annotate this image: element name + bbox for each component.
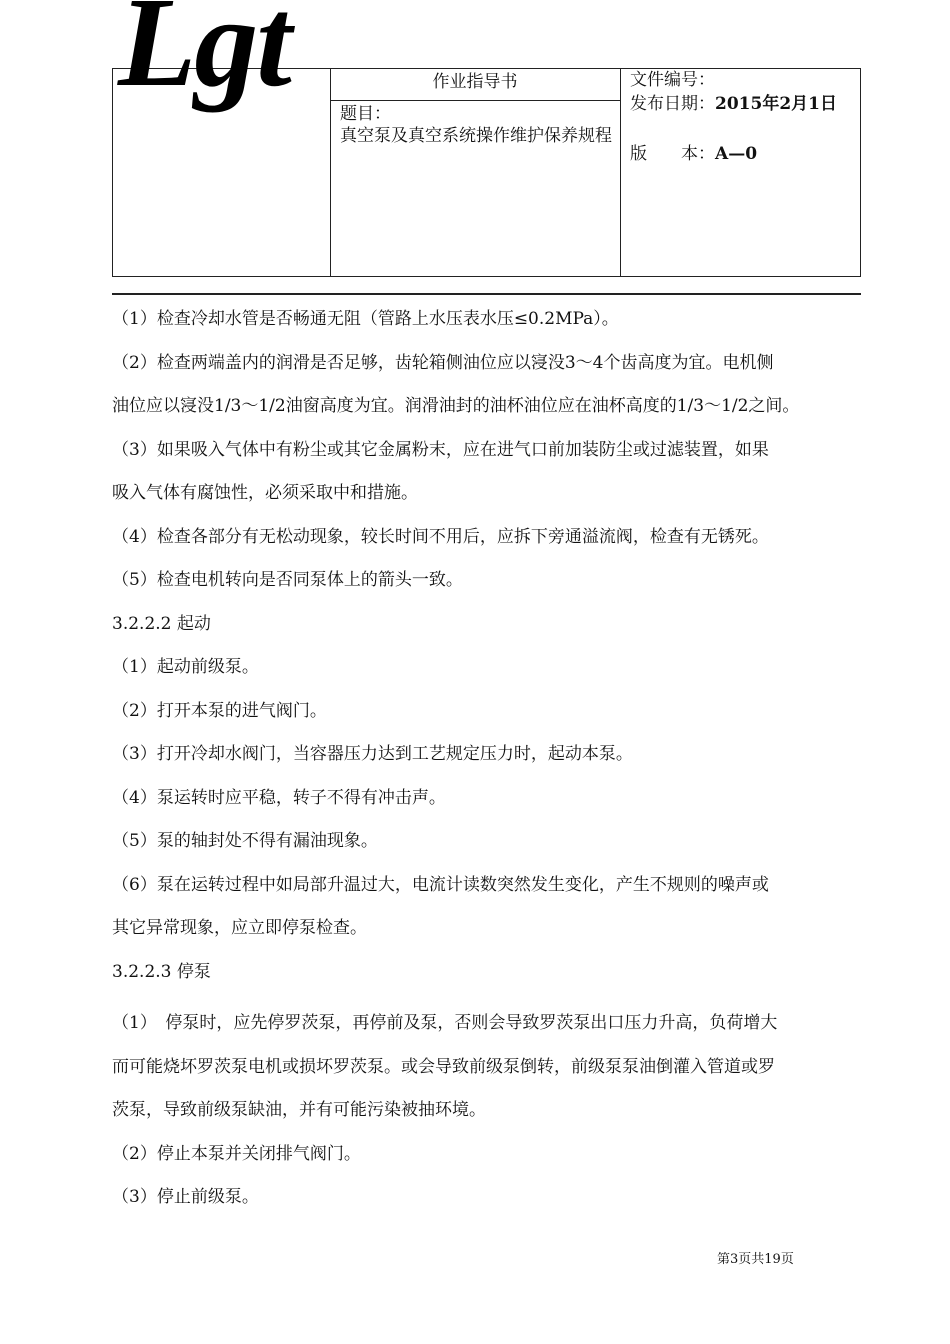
company-logo: Lgt <box>118 0 290 113</box>
body-line: 茨泵，导致前级泵缺油，并有可能污染被抽环境。 <box>112 1100 486 1120</box>
body-line: （2）停止本泵并关闭排气阀门。 <box>112 1143 361 1164</box>
section-heading: 3.2.2.3 停泵 <box>112 961 211 982</box>
body-line: （1） 停泵时，应先停罗茨泵，再停前及泵，否则会导致罗茨泵出口压力升高，负荷增大 <box>112 1013 778 1033</box>
body-line: （5）检查电机转向是否同泵体上的箭头一致。 <box>112 570 463 590</box>
subject-text: 真空泵及真空系统操作维护保养规程 <box>340 126 612 146</box>
body-line: （3）打开冷却水阀门，当容器压力达到工艺规定压力时，起动本泵。 <box>112 744 633 764</box>
body-line: 而可能烧坏罗茨泵电机或损坏罗茨泵。或会导致前级泵倒转，前级泵泵油倒灌入管道或罗 <box>112 1056 775 1077</box>
body-line: （3）如果吸入气体中有粉尘或其它金属粉末，应在进气口前加装防尘或过滤装置，如果 <box>112 439 769 460</box>
body-line: （4）检查各部分有无松动现象，较长时间不用后，应拆下旁通溢流阀，检查有无锈死。 <box>112 526 769 547</box>
body-line: 吸入气体有腐蚀性，必须采取中和措施。 <box>112 483 418 503</box>
version-value: A—0 <box>715 144 758 164</box>
body-line: 其它异常现象，应立即停泵检查。 <box>112 918 367 938</box>
body-text <box>112 298 862 1220</box>
body-line: （2）打开本泵的进气阀门。 <box>112 700 327 721</box>
file-no-label: 文件编号： <box>630 70 715 90</box>
release-date-value: 2015年2月1日 <box>715 94 837 114</box>
body-line: （3）停止前级泵。 <box>112 1187 259 1207</box>
release-date <box>630 93 837 115</box>
body-line: 油位应以寖没1/3～1/2油窗高度为宜。润滑油封的油杯油位应在油杯高度的1/3～1/2之间。 <box>112 396 800 416</box>
version <box>630 143 757 165</box>
body-line: （1）起动前级泵。 <box>112 657 259 677</box>
body-line: （1）检查冷却水管是否畅通无阻（管路上水压表水压≤0.2MPa）。 <box>112 309 619 329</box>
header-divider <box>330 100 620 101</box>
section-heading: 3.2.2.2 起动 <box>112 613 211 634</box>
body-line: （4）泵运转时应平稳，转子不得有冲击声。 <box>112 787 446 808</box>
version-label: 版 本： <box>630 144 715 164</box>
doc-title: 作业指导书 <box>432 72 518 92</box>
page-number: 第3页共19页 <box>717 1252 794 1267</box>
subject-label: 题目： <box>340 104 391 124</box>
header-rule <box>112 293 861 295</box>
body-line: （2）检查两端盖内的润滑是否足够，齿轮箱侧油位应以寖没3～4个齿高度为宜。电机侧 <box>112 352 774 373</box>
body-line: （5）泵的轴封处不得有漏油现象。 <box>112 831 378 851</box>
body-line: （6）泵在运转过程中如局部升温过大，电流计读数突然发生变化，产生不规则的噪声或 <box>112 874 769 895</box>
header-divider <box>620 69 621 276</box>
release-date-label: 发布日期： <box>630 94 715 114</box>
